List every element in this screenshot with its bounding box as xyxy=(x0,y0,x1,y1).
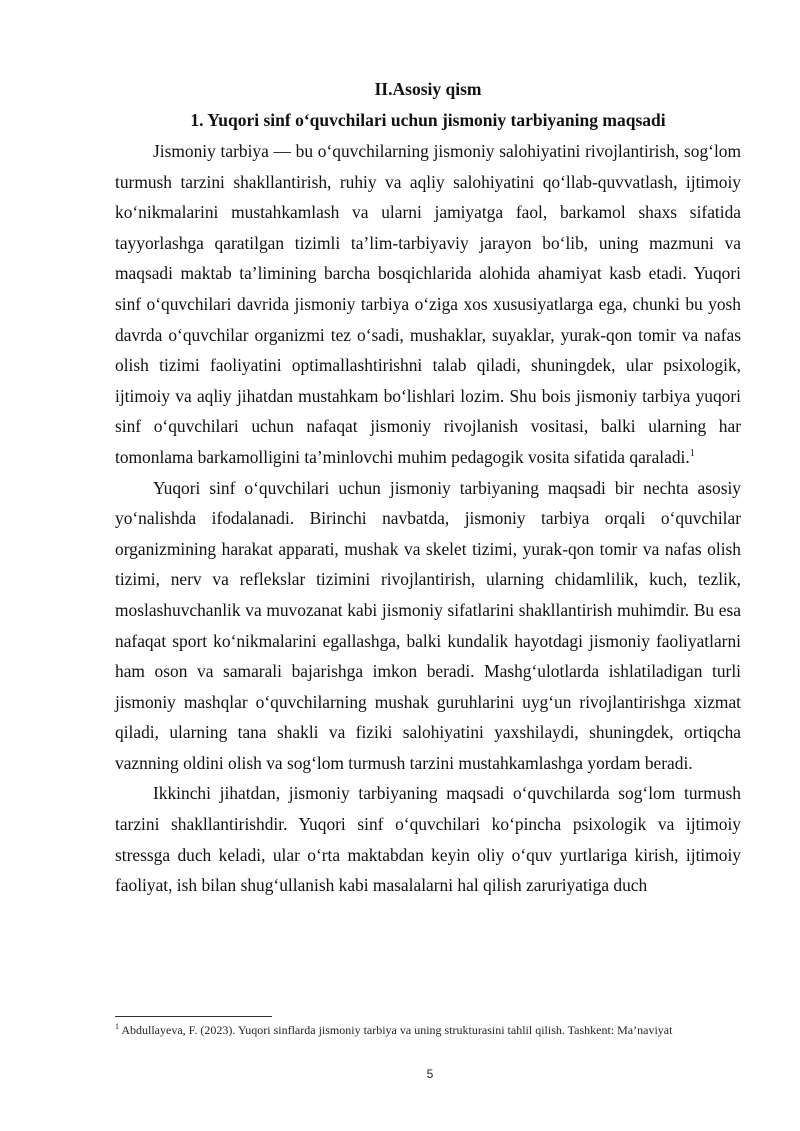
paragraph-3: Ikkinchi jihatdan, jismoniy tarbiyaning maqsadi o‘quvchilarda sog‘lom turmush tarzini shakllantirishdir. Yuqori sinf o‘quvchilari ko‘pincha psixologik va ijtimoiy stressga duch keladi, ular o‘rta maktabdan keyin oliy o‘quv yurtlariga kirish, ijtimoiy faoliyat, ish bilan shug‘ullanish kabi masalalarni hal qilish zaruriyatiga duch xyxy=(115,783,741,896)
part-heading: II.Asosiy qism xyxy=(374,79,482,99)
footnote-text: Abdullayeva, F. (2023). Yuqori sinflarda jismoniy tarbiya va uning strukturasini tahlil qilish. Tashkent: Ma’naviyat xyxy=(121,1023,673,1037)
paragraph-1-text: Jismoniy tarbiya — bu o‘quvchilarning jismoniy salohiyatini rivojlantirish, sog‘lom turmush tarzini shakllantirish, ruhiy va aqliy salohiyatini qo‘llab-quvvatlash, ijtimoiy ko‘nikmalarini mustahkamlash va ularni jamiyatga faol, barkamol shaxs sifatida tayyorlashga qaratilgan tizimli ta’lim-tarbiyaviy jarayon bo‘lib, uning mazmuni va maqsadi maktab ta’limining barcha bosqichlarida alohida ahamiyat kasb etadi. Yuqori sinf o‘quvchilari davrida jismoniy tarbiya o‘ziga xos xususiyatlarga ega, chunki bu yosh davrda o‘quvchilar organizmi tez o‘sadi, mushaklar, suyaklar, yurak-qon tomir va nafas olish tizimi faoliyatini optimallashtirishni talab qiladi, shuningdek, ular psixologik, ijtimoiy va aqliy jihatdan mustahkam bo‘lishlari lozim. Shu bois jismoniy tarbiya yuqori sinf o‘quvchilari uchun nafaqat jismoniy rivojlanish vositasi, balki ularning har tomonlama barkamolligini ta’minlovchi muhim pedagogik vosita sifatida qaraladi. xyxy=(115,141,741,467)
page-number: 5 xyxy=(426,1067,434,1081)
footnote-reference[interactable]: 1 xyxy=(689,448,695,460)
footnote-mark: 1 xyxy=(115,1022,119,1031)
footnote xyxy=(115,1022,741,1039)
paragraph-2: Yuqori sinf o‘quvchilari uchun jismoniy tarbiyaning maqsadi bir nechta asosiy yo‘nalishda ifodalanadi. Birinchi navbatda, jismoniy tarbiya orqali o‘quvchilar organizmining harakat apparati, mushak va skelet tizimi, yurak-qon tomir va nafas olish tizimi, nerv va reflekslar tizimini rivojlantirish, ularning chidamlilik, kuch, tezlik, moslashuvchanlik va muvozanat kabi jismoniy sifatlarini shakllantirish muhimdir. Bu esa nafaqat sport ko‘nikmalarini egallashga, balki kundalik hayotdagi jismoniy faoliyatlarni ham oson va samarali bajarishga imkon beradi. Mashg‘ulotlarda ishlatiladigan turli jismoniy mashqlar o‘quvchilarning mushak guruhlarini uyg‘un rivojlantirishga xizmat qiladi, ularning tana shakli va fiziki salohiyatini yaxshilaydi, shuningdek, ortiqcha vaznning oldini olish va sog‘lom turmush tarzini mustahkamlashga yordam beradi. xyxy=(115,477,741,773)
footnote-separator xyxy=(115,1016,272,1017)
paragraph-1 xyxy=(115,136,741,473)
section-heading: 1. Yuqori sinf o‘quvchilari uchun jismoniy tarbiyaning maqsadi xyxy=(190,110,666,130)
document-body xyxy=(115,74,741,901)
